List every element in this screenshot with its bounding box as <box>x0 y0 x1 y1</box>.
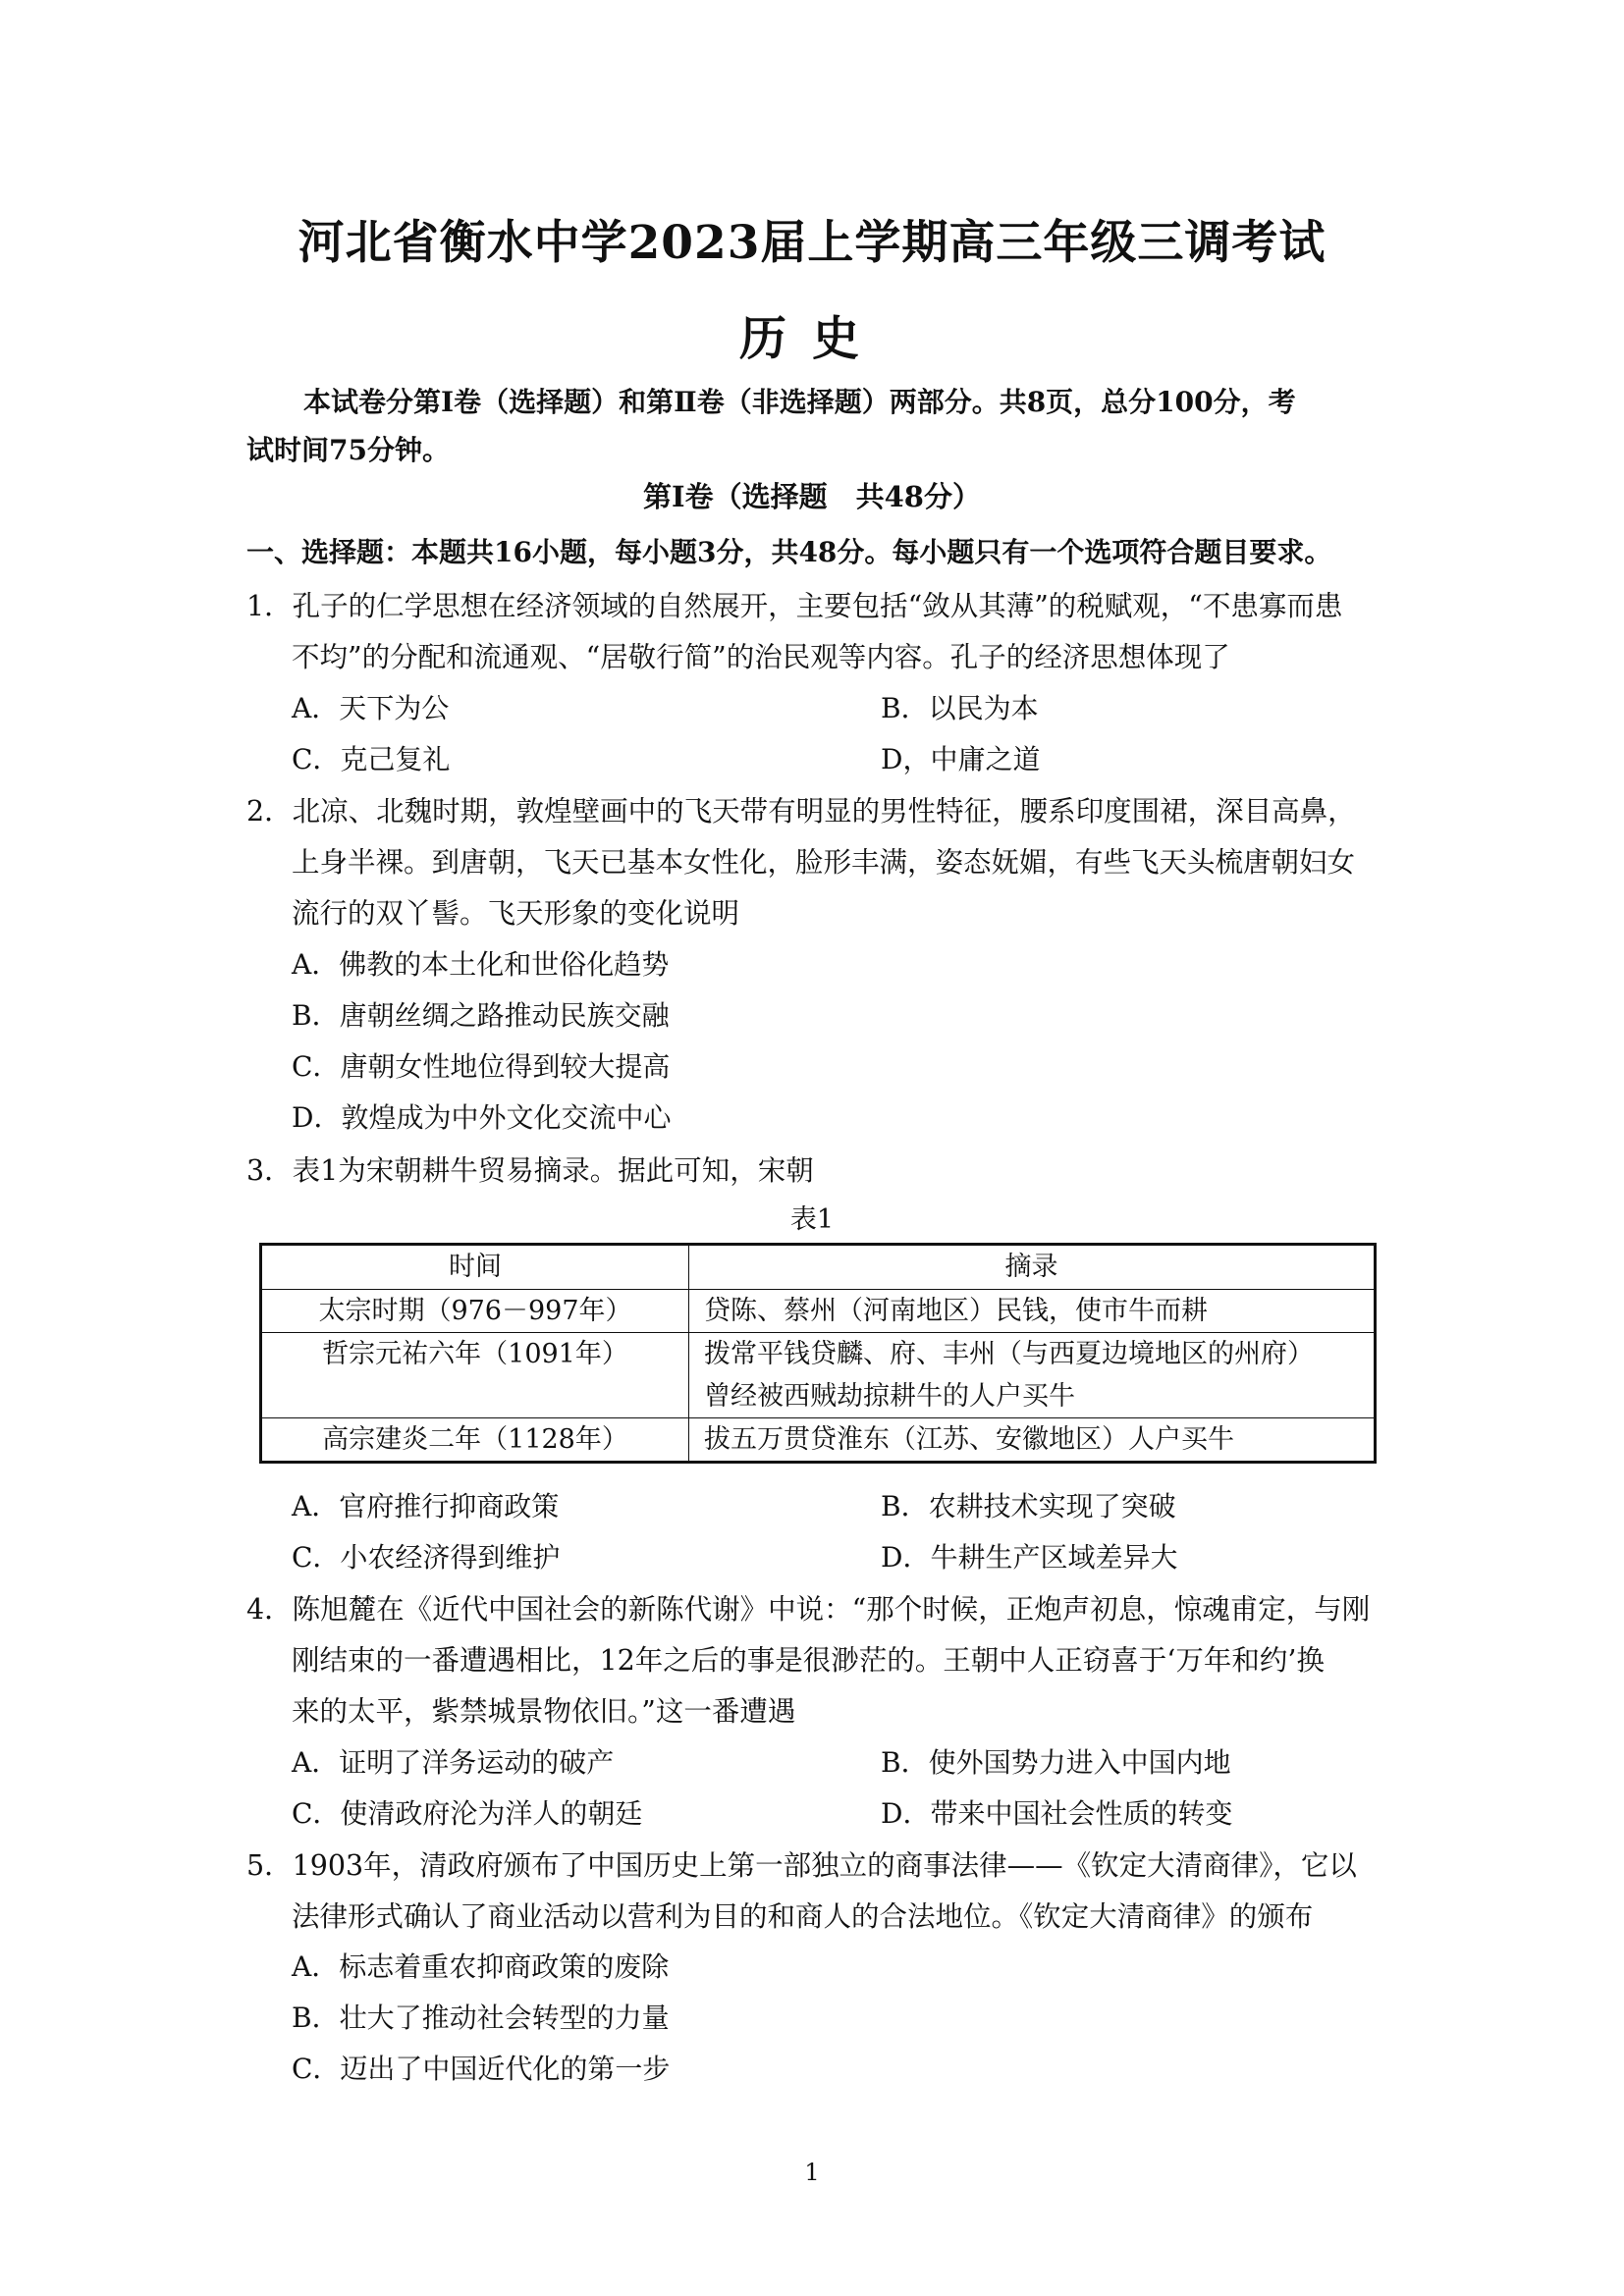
question-2-option-a: A．佛教的本土化和世俗化趋势 <box>292 948 670 981</box>
question-4-line-1: 4．陈旭麓在《近代中国社会的新陈代谢》中说：“那个时候，正炮声初息，惊魂甫定，与刚 <box>246 1593 1371 1626</box>
section-instruction: 一、选择题：本题共16小题，每小题3分，共48分。每小题只有一个选项符合题目要求。 <box>246 536 1332 568</box>
question-1-option-a: A．天下为公 <box>292 692 450 724</box>
table-row <box>261 1418 1376 1463</box>
table-cell-time: 哲宗元祐六年（1091年） <box>261 1333 689 1418</box>
question-4-line-3: 来的太平，紫禁城景物依旧。”这一番遭遇 <box>292 1695 796 1728</box>
page-number: 1 <box>804 2159 820 2186</box>
intro-line-1: 本试卷分第Ⅰ卷（选择题）和第Ⅱ卷（非选择题）两部分。共8页，总分100分，考 <box>303 386 1296 418</box>
question-4-option-a: A．证明了洋务运动的破产 <box>292 1746 615 1779</box>
question-1-option-d: D，中庸之道 <box>881 743 1041 775</box>
question-1-option-b: B．以民为本 <box>881 692 1039 724</box>
question-2-option-c: C．唐朝女性地位得到较大提高 <box>292 1050 671 1083</box>
question-5-option-a: A．标志着重农抑商政策的废除 <box>292 1950 670 1983</box>
section-heading: 第Ⅰ卷（选择题 共48分） <box>643 480 981 513</box>
question-5-option-b: B．壮大了推动社会转型的力量 <box>292 2002 670 2034</box>
question-2-line-2: 上身半裸。到唐朝，飞天已基本女性化，脸形丰满，姿态妩媚，有些飞天头梳唐朝妇女 <box>292 846 1356 879</box>
subject-title: 历史 <box>738 311 885 366</box>
question-5-line-2: 法律形式确认了商业活动以营利为目的和商人的合法地位。《钦定大清商律》的颁布 <box>292 1900 1314 1933</box>
question-5-line-1: 5．1903年，清政府颁布了中国历史上第一部独立的商事法律——《钦定大清商律》，它以 <box>246 1849 1357 1882</box>
exam-title: 河北省衡水中学2023届上学期高三年级三调考试 <box>298 216 1326 270</box>
intro-line-2: 试时间75分钟。 <box>246 434 450 466</box>
question-4-line-2: 刚结束的一番遭遇相比，12年之后的事是很渺茫的。王朝中人正窃喜于‘万年和约’换 <box>292 1644 1325 1677</box>
question-2-option-d: D．敦煌成为中外文化交流中心 <box>292 1101 672 1134</box>
question-1-line-1: 1．孔子的仁学思想在经济领域的自然展开，主要包括“敛从其薄”的税赋观，“不患寡而患 <box>246 590 1343 622</box>
question-1-line-2: 不均”的分配和流通观、“居敬行简”的治民观等内容。孔子的经济思想体现了 <box>292 641 1230 673</box>
question-2-line-1: 2．北凉、北魏时期，敦煌壁画中的飞天带有明显的男性特征，腰系印度围裙，深目高鼻， <box>246 795 1356 828</box>
table-caption: 表1 <box>789 1204 835 1235</box>
table-cell-time: 高宗建炎二年（1128年） <box>261 1418 689 1463</box>
table-cell-excerpt <box>689 1290 1376 1333</box>
table-cell-excerpt-line: 曾经被西贼劫掠耕牛的人户买牛 <box>704 1381 1075 1412</box>
table-cell-time: 太宗时期（976－997年） <box>261 1290 689 1333</box>
question-3-line-1: 3．表1为宋朝耕牛贸易摘录。据此可知，宋朝 <box>246 1154 814 1187</box>
question-2-option-b: B．唐朝丝绸之路推动民族交融 <box>292 999 670 1032</box>
table-header-excerpt: 摘录 <box>689 1245 1376 1290</box>
question-3-option-d: D．牛耕生产区域差异大 <box>881 1541 1178 1574</box>
question-4-option-b: B．使外国势力进入中国内地 <box>881 1746 1231 1779</box>
question-3-option-b: B．农耕技术实现了突破 <box>881 1490 1176 1522</box>
table-row <box>261 1290 1376 1333</box>
question-4-option-c: C．使清政府沦为洋人的朝廷 <box>292 1797 643 1830</box>
question-1-option-c: C．克己复礼 <box>292 743 451 775</box>
table-cell-excerpt-line: 贷陈、蔡州（河南地区）民钱，使市牛而耕 <box>704 1296 1208 1326</box>
table-row <box>261 1333 1376 1418</box>
question-5-option-c: C．迈出了中国近代化的第一步 <box>292 2053 671 2085</box>
table-header-row <box>261 1245 1376 1290</box>
question-3-option-c: C．小农经济得到维护 <box>292 1541 561 1574</box>
question-2-line-3: 流行的双丫髻。飞天形象的变化说明 <box>292 897 740 930</box>
table-header-time: 时间 <box>261 1245 689 1290</box>
question-3-option-a: A．官府推行抑商政策 <box>292 1490 560 1522</box>
table-cell-excerpt-line: 拨常平钱贷麟、府、丰州（与西夏边境地区的州府） <box>704 1339 1314 1369</box>
table-cell-excerpt <box>689 1418 1376 1463</box>
cattle-trade-table <box>259 1243 1377 1464</box>
table-cell-excerpt <box>689 1333 1376 1418</box>
table-cell-excerpt-line: 拔五万贯贷淮东（江苏、安徽地区）人户买牛 <box>704 1424 1234 1455</box>
question-4-option-d: D．带来中国社会性质的转变 <box>881 1797 1233 1830</box>
